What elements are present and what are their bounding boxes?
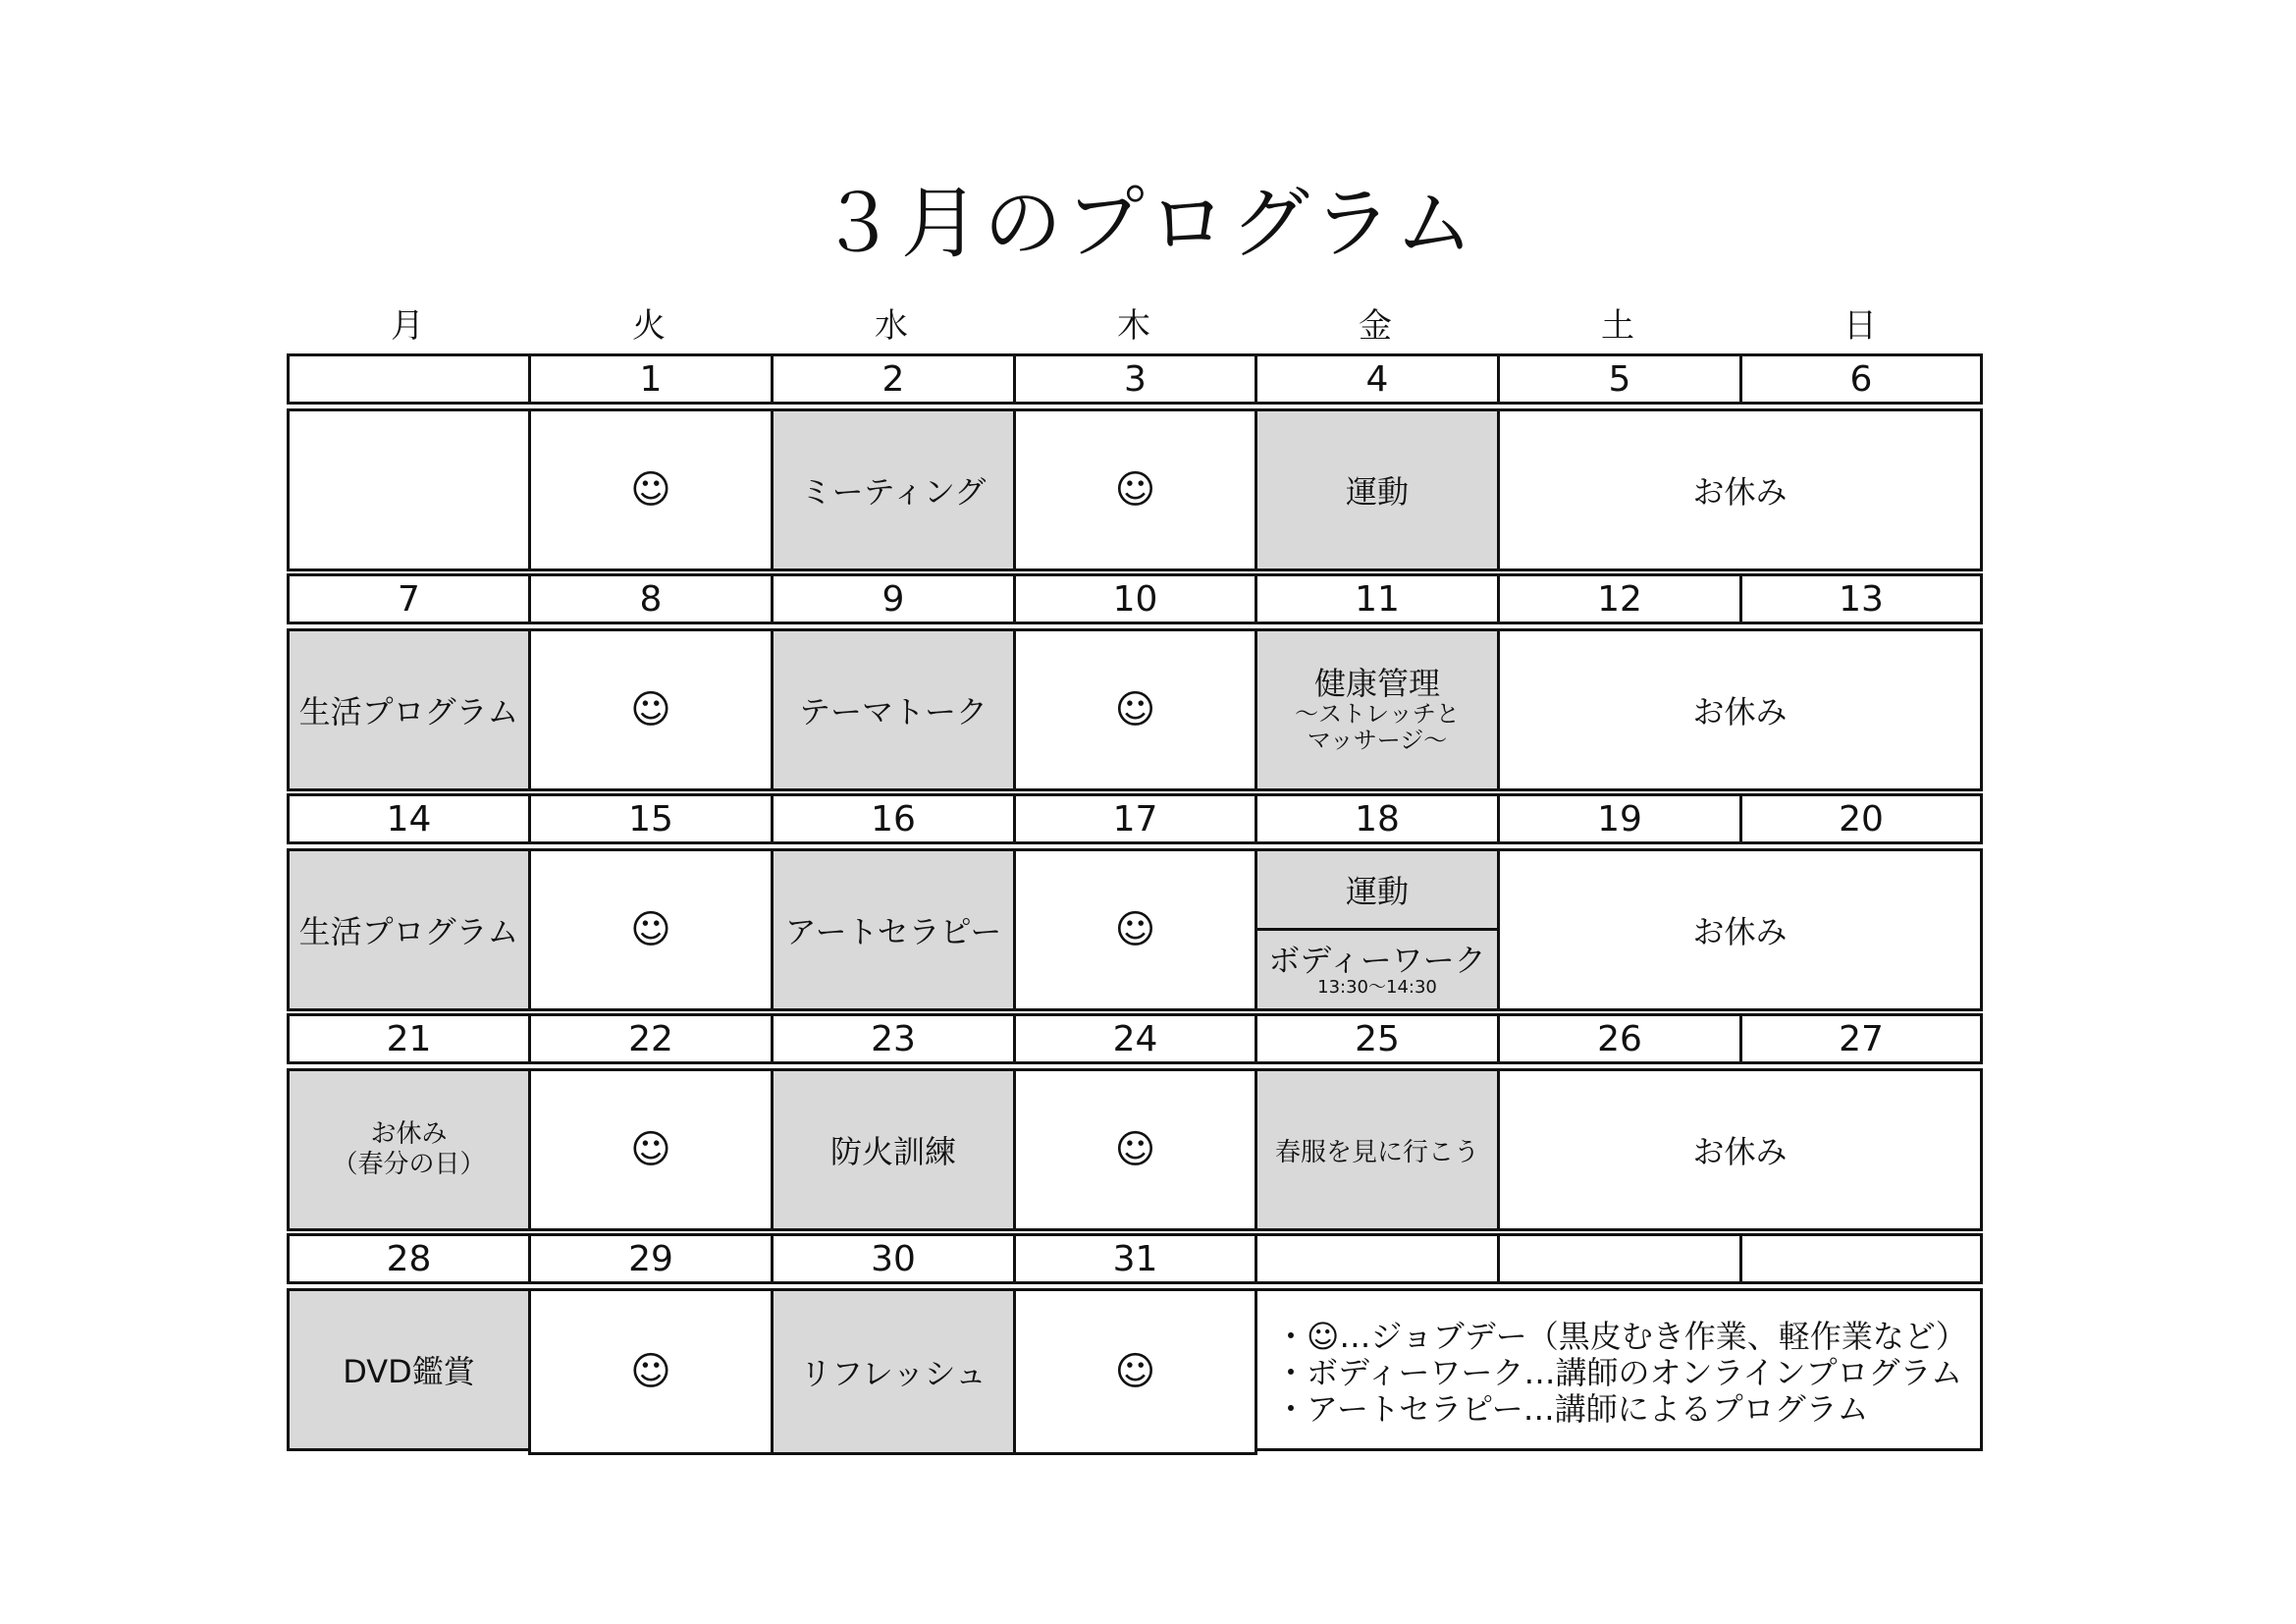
date-cell: 20 <box>1739 793 1983 844</box>
date-cell: 31 <box>1013 1233 1257 1284</box>
weekday-fri: 金 <box>1359 306 1392 346</box>
calendar-grid <box>287 353 1983 1455</box>
program-cell-fri: 春服を見に行こう <box>1255 1068 1500 1231</box>
smiley-icon: ☺ <box>630 687 671 732</box>
date-cell: 14 <box>287 793 531 844</box>
date-cell: 27 <box>1739 1013 1983 1064</box>
date-cell: 30 <box>771 1233 1016 1284</box>
date-cell: 21 <box>287 1013 531 1064</box>
program-cell-wed: リフレッシュ <box>771 1288 1016 1455</box>
page-title: ３月のプログラム <box>818 178 1478 269</box>
date-cell <box>287 353 531 405</box>
date-cell: 8 <box>528 573 774 624</box>
date-cell <box>1255 1233 1500 1284</box>
date-cell: 4 <box>1255 353 1500 405</box>
date-cell: 23 <box>771 1013 1016 1064</box>
date-cell <box>1497 1233 1742 1284</box>
weekday-sun: 日 <box>1843 306 1877 346</box>
jobday-cell <box>528 848 774 1011</box>
legend-item-jobday: ・☺…ジョブデー（黒皮むき作業、軽作業など） <box>1275 1318 1967 1355</box>
date-cell: 18 <box>1255 793 1500 844</box>
weekend-off-cell: お休み <box>1497 408 1983 571</box>
program-cell-wed: アートセラピー <box>771 848 1016 1011</box>
smiley-icon: ☺ <box>630 1349 671 1394</box>
smiley-icon: ☺ <box>630 907 671 952</box>
date-cell: 28 <box>287 1233 531 1284</box>
date-cell: 5 <box>1497 353 1742 405</box>
program-cell-mon <box>287 408 531 571</box>
date-cell: 7 <box>287 573 531 624</box>
date-cell: 26 <box>1497 1013 1742 1064</box>
date-cell: 17 <box>1013 793 1257 844</box>
date-cell: 12 <box>1497 573 1742 624</box>
jobday-cell <box>1013 408 1257 571</box>
date-cell: 9 <box>771 573 1016 624</box>
program-cell-mon: お休み （春分の日） <box>287 1068 531 1231</box>
weekday-tue: 火 <box>632 306 666 346</box>
program-cell-mon: DVD鑑賞 <box>287 1288 531 1451</box>
weekday-thu: 木 <box>1117 306 1150 346</box>
smiley-icon: ☺ <box>1114 907 1156 952</box>
jobday-cell <box>528 1288 774 1455</box>
weekend-off-cell: お休み <box>1497 628 1983 791</box>
weekday-mon: 月 <box>391 306 424 346</box>
program-cell-fri: 運動 <box>1255 408 1500 571</box>
date-cell: 25 <box>1255 1013 1500 1064</box>
program-cell-wed: ミーティング <box>771 408 1016 571</box>
date-cell: 1 <box>528 353 774 405</box>
jobday-cell <box>1013 848 1257 1011</box>
weekday-sat: 土 <box>1601 306 1634 346</box>
legend-box <box>1255 1288 1983 1451</box>
program-cell-mon: 生活プログラム <box>287 848 531 1011</box>
date-cell: 15 <box>528 793 774 844</box>
smiley-icon: ☺ <box>1114 1127 1156 1172</box>
date-cell: 6 <box>1739 353 1983 405</box>
jobday-cell <box>1013 1288 1257 1455</box>
jobday-cell <box>528 628 774 791</box>
program-cell-fri-top: 運動 <box>1255 848 1500 931</box>
smiley-icon: ☺ <box>630 1127 671 1172</box>
date-cell: 16 <box>771 793 1016 844</box>
program-cell-fri: 健康管理 ～ストレッチと マッサージ～ <box>1255 628 1500 791</box>
weekday-wed: 水 <box>875 306 908 346</box>
program-cell-wed: テーマトーク <box>771 628 1016 791</box>
jobday-cell <box>1013 1068 1257 1231</box>
date-cell: 13 <box>1739 573 1983 624</box>
date-cell: 29 <box>528 1233 774 1284</box>
program-cell-mon: 生活プログラム <box>287 628 531 791</box>
date-cell: 3 <box>1013 353 1257 405</box>
program-cell-wed: 防火訓練 <box>771 1068 1016 1231</box>
date-cell: 24 <box>1013 1013 1257 1064</box>
jobday-cell <box>1013 628 1257 791</box>
program-cell-fri-bottom: ボディーワーク 13:30～14:30 <box>1255 928 1500 1011</box>
jobday-cell <box>528 408 774 571</box>
weekend-off-cell: お休み <box>1497 848 1983 1011</box>
date-cell: 2 <box>771 353 1016 405</box>
legend-item-bodywork: ・ボディーワーク…講師のオンラインプログラム <box>1275 1354 1963 1391</box>
date-cell: 22 <box>528 1013 774 1064</box>
smiley-icon: ☺ <box>1114 467 1156 513</box>
date-cell: 10 <box>1013 573 1257 624</box>
smiley-icon: ☺ <box>630 467 671 513</box>
date-cell: 19 <box>1497 793 1742 844</box>
legend-item-arttherapy: ・アートセラピー…講師によるプログラム <box>1275 1390 1869 1428</box>
date-cell <box>1739 1233 1983 1284</box>
jobday-cell <box>528 1068 774 1231</box>
smiley-icon: ☺ <box>1114 687 1156 732</box>
smiley-icon: ☺ <box>1114 1349 1156 1394</box>
weekend-off-cell: お休み <box>1497 1068 1983 1231</box>
date-cell: 11 <box>1255 573 1500 624</box>
